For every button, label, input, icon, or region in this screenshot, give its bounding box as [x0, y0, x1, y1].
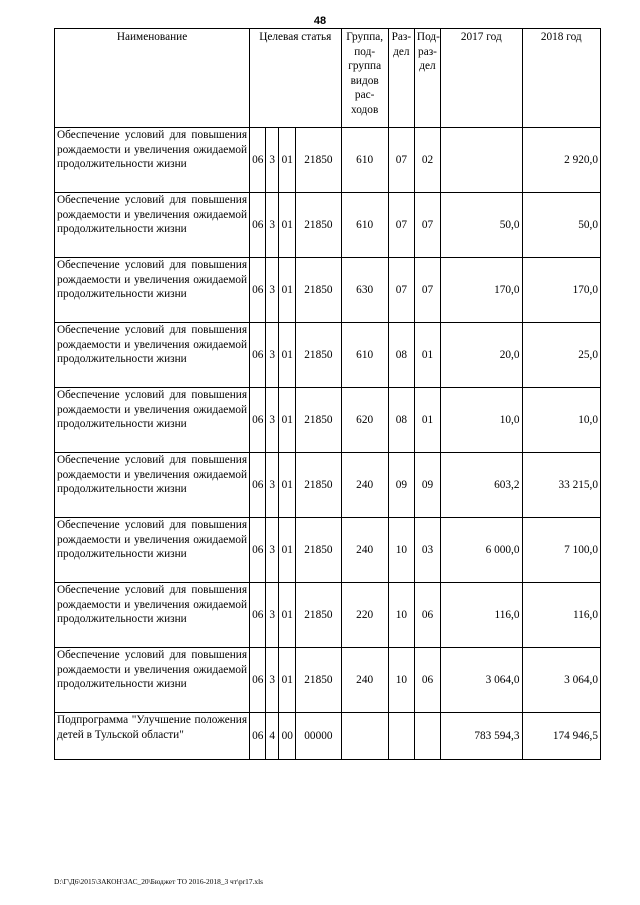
header-section: Раз-дел [388, 29, 414, 128]
target-code-direction: 21850 [296, 388, 341, 453]
row-name: Обеспечение условий для повышения рождаемости и увеличения ожидаемой продолжительности жизни [55, 388, 250, 453]
table-row [55, 258, 601, 323]
expense-group [341, 713, 388, 760]
target-code-program: 06 [250, 648, 266, 713]
subsection [414, 713, 440, 760]
table-row [55, 648, 601, 713]
expense-group: 630 [341, 258, 388, 323]
target-code-program: 06 [250, 453, 266, 518]
table-row [55, 128, 601, 193]
target-code-program: 06 [250, 388, 266, 453]
table-row [55, 388, 601, 453]
target-code-direction: 21850 [296, 193, 341, 258]
target-code-subprogram: 3 [266, 193, 279, 258]
section [388, 713, 414, 760]
amount-2018: 174 946,5 [522, 713, 601, 760]
file-path-footer: D:\Г\Д6\2015\ЗАКОН\ЗАС_20\Бюджет ТО 2016-2018_3 чт\pr17.xls [54, 877, 264, 886]
section: 10 [388, 518, 414, 583]
table-row [55, 583, 601, 648]
target-code-event: 01 [279, 648, 296, 713]
target-code-direction: 21850 [296, 518, 341, 583]
amount-2017: 20,0 [441, 323, 522, 388]
amount-2018: 116,0 [522, 583, 601, 648]
target-code-subprogram: 3 [266, 323, 279, 388]
amount-2017: 170,0 [441, 258, 522, 323]
target-code-direction: 00000 [296, 713, 341, 760]
section: 09 [388, 453, 414, 518]
table-row [55, 323, 601, 388]
amount-2018: 2 920,0 [522, 128, 601, 193]
target-code-program: 06 [250, 193, 266, 258]
amount-2018: 33 215,0 [522, 453, 601, 518]
expense-group: 610 [341, 323, 388, 388]
header-year-2018: 2018 год [522, 29, 601, 128]
amount-2017: 10,0 [441, 388, 522, 453]
subsection: 06 [414, 583, 440, 648]
amount-2018: 25,0 [522, 323, 601, 388]
table-row [55, 713, 601, 760]
target-code-program: 06 [250, 713, 266, 760]
amount-2017: 6 000,0 [441, 518, 522, 583]
target-code-event: 01 [279, 193, 296, 258]
amount-2018: 7 100,0 [522, 518, 601, 583]
target-code-event: 01 [279, 388, 296, 453]
amount-2017: 3 064,0 [441, 648, 522, 713]
target-code-direction: 21850 [296, 258, 341, 323]
table-row [55, 193, 601, 258]
target-code-program: 06 [250, 258, 266, 323]
amount-2017 [441, 128, 522, 193]
section: 08 [388, 388, 414, 453]
row-name: Обеспечение условий для повышения рождаемости и увеличения ожидаемой продолжительности жизни [55, 323, 250, 388]
target-code-subprogram: 3 [266, 648, 279, 713]
header-target-article: Целевая статья [250, 29, 341, 128]
section: 10 [388, 648, 414, 713]
table-row [55, 453, 601, 518]
row-name: Подпрограмма "Улучшение положения детей в Тульской области" [55, 713, 250, 760]
expense-group: 220 [341, 583, 388, 648]
subsection: 03 [414, 518, 440, 583]
amount-2017: 116,0 [441, 583, 522, 648]
section: 07 [388, 128, 414, 193]
target-code-subprogram: 3 [266, 258, 279, 323]
header-name: Наименование [55, 29, 250, 128]
expense-group: 240 [341, 453, 388, 518]
page-number: 48 [313, 15, 327, 27]
subsection: 01 [414, 323, 440, 388]
subsection: 09 [414, 453, 440, 518]
subsection: 07 [414, 193, 440, 258]
target-code-direction: 21850 [296, 323, 341, 388]
target-code-program: 06 [250, 323, 266, 388]
target-code-subprogram: 3 [266, 388, 279, 453]
expense-group: 240 [341, 518, 388, 583]
target-code-event: 01 [279, 583, 296, 648]
header-expense-group: Группа, под-группа видов рас-ходов [341, 29, 388, 128]
target-code-event: 01 [279, 518, 296, 583]
row-name: Обеспечение условий для повышения рождаемости и увеличения ожидаемой продолжительности жизни [55, 193, 250, 258]
row-name: Обеспечение условий для повышения рождаемости и увеличения ожидаемой продолжительности жизни [55, 258, 250, 323]
amount-2018: 3 064,0 [522, 648, 601, 713]
target-code-subprogram: 3 [266, 128, 279, 193]
section: 08 [388, 323, 414, 388]
row-name: Обеспечение условий для повышения рождаемости и увеличения ожидаемой продолжительности жизни [55, 648, 250, 713]
target-code-direction: 21850 [296, 583, 341, 648]
target-code-program: 06 [250, 583, 266, 648]
expense-group: 240 [341, 648, 388, 713]
amount-2017: 603,2 [441, 453, 522, 518]
target-code-program: 06 [250, 518, 266, 583]
target-code-event: 01 [279, 258, 296, 323]
table-row [55, 518, 601, 583]
subsection: 06 [414, 648, 440, 713]
target-code-event: 01 [279, 453, 296, 518]
header-year-2017: 2017 год [441, 29, 522, 128]
section: 07 [388, 258, 414, 323]
section: 07 [388, 193, 414, 258]
expense-group: 620 [341, 388, 388, 453]
amount-2018: 170,0 [522, 258, 601, 323]
amount-2018: 10,0 [522, 388, 601, 453]
target-code-direction: 21850 [296, 128, 341, 193]
target-code-event: 01 [279, 323, 296, 388]
target-code-program: 06 [250, 128, 266, 193]
section: 10 [388, 583, 414, 648]
target-code-subprogram: 3 [266, 453, 279, 518]
amount-2017: 783 594,3 [441, 713, 522, 760]
target-code-event: 00 [279, 713, 296, 760]
row-name: Обеспечение условий для повышения рождаемости и увеличения ожидаемой продолжительности жизни [55, 128, 250, 193]
table-header-row [55, 29, 601, 128]
target-code-subprogram: 4 [266, 713, 279, 760]
target-code-subprogram: 3 [266, 583, 279, 648]
amount-2017: 50,0 [441, 193, 522, 258]
target-code-direction: 21850 [296, 648, 341, 713]
subsection: 01 [414, 388, 440, 453]
amount-2018: 50,0 [522, 193, 601, 258]
target-code-direction: 21850 [296, 453, 341, 518]
expense-group: 610 [341, 193, 388, 258]
expense-group: 610 [341, 128, 388, 193]
row-name: Обеспечение условий для повышения рождаемости и увеличения ожидаемой продолжительности жизни [55, 453, 250, 518]
row-name: Обеспечение условий для повышения рождаемости и увеличения ожидаемой продолжительности жизни [55, 583, 250, 648]
subsection: 02 [414, 128, 440, 193]
subsection: 07 [414, 258, 440, 323]
target-code-subprogram: 3 [266, 518, 279, 583]
target-code-event: 01 [279, 128, 296, 193]
row-name: Обеспечение условий для повышения рождаемости и увеличения ожидаемой продолжительности жизни [55, 518, 250, 583]
budget-table [54, 28, 601, 760]
header-subsection: Под-раз-дел [414, 29, 440, 128]
